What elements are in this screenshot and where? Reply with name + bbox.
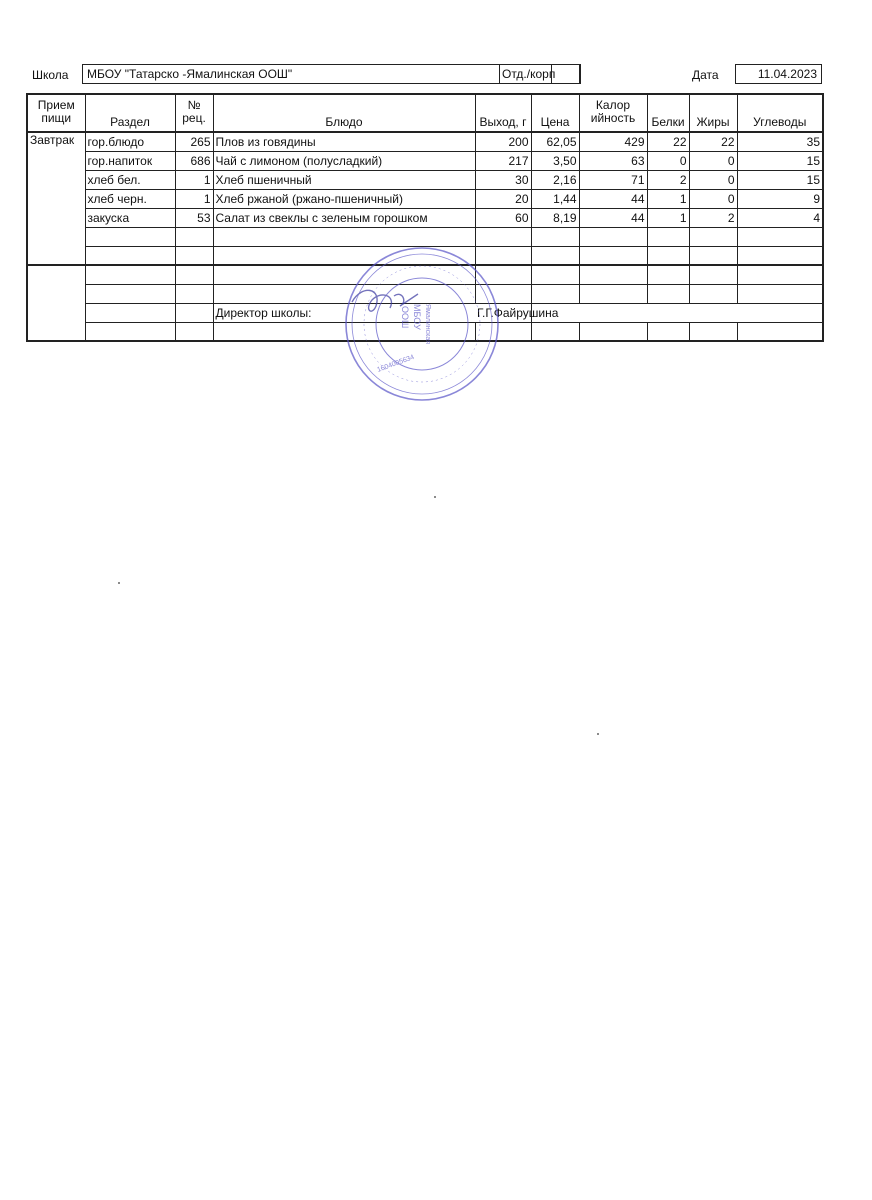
second-meal-cell xyxy=(27,265,85,341)
col-rec-line2: рец. xyxy=(182,111,206,125)
seal-text-4: 1604005634 xyxy=(376,353,416,374)
col-kcal-line2: ийность xyxy=(590,111,636,125)
fat-cell: 0 xyxy=(689,189,737,208)
section-cell: гор.блюдо xyxy=(85,132,175,151)
scan-speck xyxy=(434,496,436,498)
table-header-row xyxy=(27,94,823,132)
school-name-field: МБОУ "Татарско -Ямалинская ООШ" xyxy=(82,64,500,84)
price-cell: 3,50 xyxy=(531,151,579,170)
col-yield: Выход, г xyxy=(475,94,531,132)
dish-cell: Чай с лимоном (полусладкий) xyxy=(213,151,475,170)
table-row xyxy=(27,170,823,189)
dish-cell: Салат из свеклы с зеленым горошком xyxy=(213,208,475,227)
col-meal-line1: Прием xyxy=(37,98,75,112)
director-label: Директор школы: xyxy=(213,303,475,322)
seal-text-3: Ямалинская xyxy=(424,304,431,345)
dept-value-box xyxy=(551,64,581,84)
yield-cell: 200 xyxy=(475,132,531,151)
col-dish: Блюдо xyxy=(213,94,475,132)
rec-cell: 686 xyxy=(175,151,213,170)
empty-row xyxy=(27,322,823,341)
fat-cell: 2 xyxy=(689,208,737,227)
document-header xyxy=(26,64,822,86)
carbs-cell: 35 xyxy=(737,132,823,151)
col-fat: Жиры xyxy=(689,94,737,132)
signature-row xyxy=(27,303,823,322)
table-row xyxy=(27,132,823,151)
col-kcal xyxy=(579,94,647,132)
date-field: 11.04.2023 xyxy=(735,64,822,84)
empty-row xyxy=(27,246,823,265)
col-rec xyxy=(175,94,213,132)
col-kcal-line1: Калор xyxy=(595,98,631,112)
rec-cell: 265 xyxy=(175,132,213,151)
col-section: Раздел xyxy=(85,94,175,132)
yield-cell: 60 xyxy=(475,208,531,227)
price-cell: 8,19 xyxy=(531,208,579,227)
director-name: Г.Г.Файрушина xyxy=(475,303,531,322)
protein-cell: 22 xyxy=(647,132,689,151)
protein-cell: 1 xyxy=(647,189,689,208)
fat-cell: 22 xyxy=(689,132,737,151)
empty-row xyxy=(27,265,823,284)
rec-cell: 53 xyxy=(175,208,213,227)
price-cell: 1,44 xyxy=(531,189,579,208)
carbs-cell: 9 xyxy=(737,189,823,208)
scan-speck xyxy=(597,733,599,735)
date-label: Дата xyxy=(692,68,719,82)
dept-label-text: Отд./корп xyxy=(502,67,556,81)
seal-text-1: МБОУ xyxy=(412,304,422,330)
dish-cell: Хлеб ржаной (ржано-пшеничный) xyxy=(213,189,475,208)
fat-cell: 0 xyxy=(689,151,737,170)
col-carbs: Углеводы xyxy=(737,94,823,132)
col-price: Цена xyxy=(531,94,579,132)
price-cell: 62,05 xyxy=(531,132,579,151)
carbs-cell: 15 xyxy=(737,151,823,170)
empty-row xyxy=(27,284,823,303)
kcal-cell: 44 xyxy=(579,189,647,208)
yield-cell: 30 xyxy=(475,170,531,189)
dish-cell: Хлеб пшеничный xyxy=(213,170,475,189)
fat-cell: 0 xyxy=(689,170,737,189)
kcal-cell: 429 xyxy=(579,132,647,151)
section-cell: закуска xyxy=(85,208,175,227)
empty-row xyxy=(27,227,823,246)
protein-cell: 0 xyxy=(647,151,689,170)
col-protein: Белки xyxy=(647,94,689,132)
section-cell: хлеб бел. xyxy=(85,170,175,189)
protein-cell: 2 xyxy=(647,170,689,189)
protein-cell: 1 xyxy=(647,208,689,227)
rec-cell: 1 xyxy=(175,170,213,189)
yield-cell: 217 xyxy=(475,151,531,170)
section-cell: хлеб черн. xyxy=(85,189,175,208)
menu-table xyxy=(26,93,824,345)
kcal-cell: 71 xyxy=(579,170,647,189)
scan-speck xyxy=(118,582,120,584)
table-row xyxy=(27,208,823,227)
section-cell: гор.напиток xyxy=(85,151,175,170)
meal-cell: Завтрак xyxy=(27,132,85,265)
rec-cell: 1 xyxy=(175,189,213,208)
col-meal-line2: пищи xyxy=(41,111,72,125)
school-label: Школа xyxy=(32,68,69,82)
yield-cell: 20 xyxy=(475,189,531,208)
kcal-cell: 44 xyxy=(579,208,647,227)
carbs-cell: 4 xyxy=(737,208,823,227)
price-cell: 2,16 xyxy=(531,170,579,189)
seal-text-2: ООШ xyxy=(400,306,410,329)
col-rec-line1: № xyxy=(187,98,201,112)
table-row xyxy=(27,189,823,208)
table-row xyxy=(27,151,823,170)
carbs-cell: 15 xyxy=(737,170,823,189)
kcal-cell: 63 xyxy=(579,151,647,170)
dish-cell: Плов из говядины xyxy=(213,132,475,151)
col-meal xyxy=(27,94,85,132)
